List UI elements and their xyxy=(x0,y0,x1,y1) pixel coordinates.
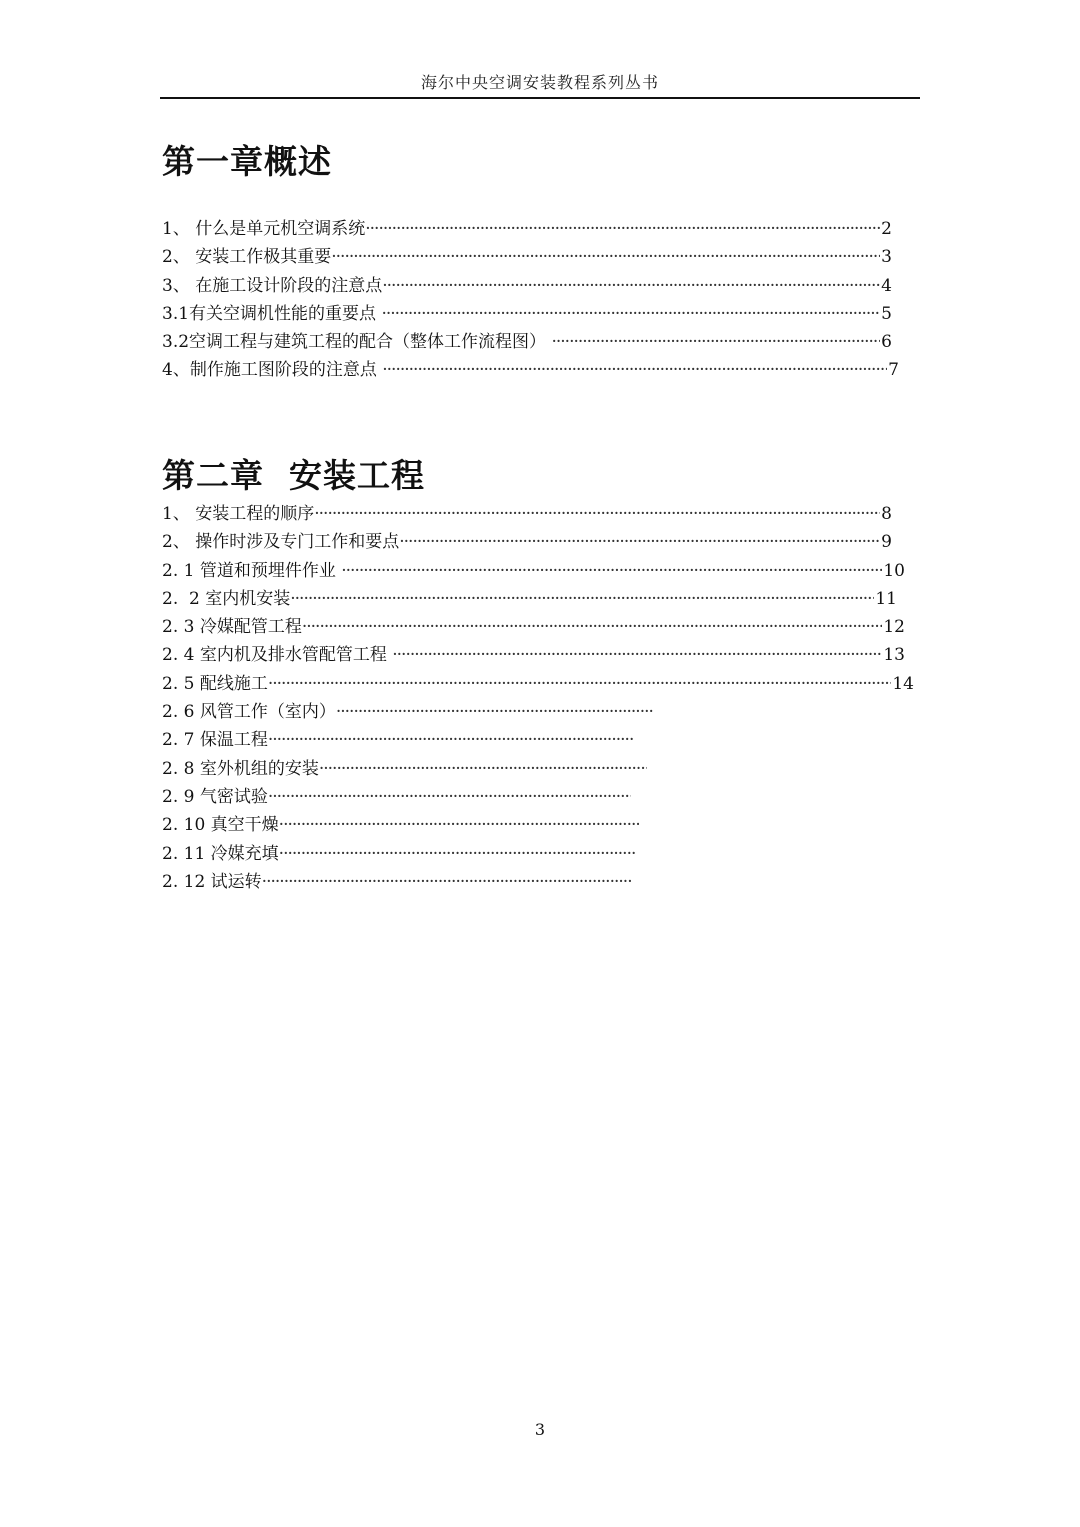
toc-entry[interactable] xyxy=(162,355,899,383)
toc-entry[interactable] xyxy=(162,725,634,753)
toc-entry[interactable] xyxy=(162,754,648,782)
toc-dot-leader xyxy=(279,844,637,864)
toc-entry-label: 2. 9 气密试验 xyxy=(162,786,268,807)
toc-entry-label: 2. 2 室内机安装 xyxy=(162,588,291,609)
toc-entry-label: 4、制作施工图阶段的注意点 xyxy=(162,360,383,381)
toc-entry-page: 8 xyxy=(881,504,892,524)
toc-entry[interactable] xyxy=(162,527,892,555)
toc-entry[interactable] xyxy=(162,612,905,640)
toc-dot-leader xyxy=(382,360,887,380)
toc-entry-label: 3.2空调工程与建筑工程的配合（整体工作流程图） xyxy=(162,332,552,353)
toc-dot-leader xyxy=(314,504,880,524)
toc-dot-leader xyxy=(331,247,880,267)
toc-dot-leader xyxy=(268,787,631,807)
toc-dot-leader xyxy=(302,617,883,637)
toc-entry[interactable] xyxy=(162,584,897,612)
toc-entry-label: 2. 1 管道和预埋件作业 xyxy=(162,560,342,581)
page-number: 3 xyxy=(534,1420,546,1439)
toc-dot-leader xyxy=(279,815,639,835)
toc-entry-label: 2. 5 配线施工 xyxy=(162,673,268,694)
toc-entry-page: 2 xyxy=(881,219,892,239)
header-rule xyxy=(160,97,920,99)
toc-entry-label: 2. 4 室内机及排水管配管工程 xyxy=(162,645,393,666)
toc-dot-leader xyxy=(262,872,631,892)
toc-entry[interactable] xyxy=(162,782,632,810)
toc-entry-label: 1、 安装工程的顺序 xyxy=(162,504,315,524)
toc-entry-page: 14 xyxy=(892,673,914,694)
chapter-2-title: 第二章 安装工程 xyxy=(162,456,425,495)
toc-dot-leader xyxy=(399,532,880,552)
toc-entry-page: 13 xyxy=(883,645,905,666)
toc-dot-leader xyxy=(381,304,880,324)
toc-entry-page: 9 xyxy=(881,532,892,553)
toc-dot-leader xyxy=(268,674,892,694)
toc-dot-leader xyxy=(382,276,880,296)
toc-dot-leader xyxy=(392,645,882,665)
toc-entry-page: 11 xyxy=(875,588,897,609)
toc-entry[interactable] xyxy=(162,640,905,668)
toc-entry-label: 2、 安装工作极其重要 xyxy=(162,247,332,268)
toc-dot-leader xyxy=(551,332,880,352)
toc-entry-label: 2. 7 保温工程 xyxy=(162,730,268,751)
toc-dot-leader xyxy=(290,589,874,609)
toc-dot-leader xyxy=(336,702,653,722)
toc-entry-label: 1、 什么是单元机空调系统 xyxy=(162,219,366,239)
toc-entry-label: 2. 11 冷媒充填 xyxy=(162,843,279,864)
toc-entry[interactable] xyxy=(162,669,914,697)
toc-entry[interactable] xyxy=(162,214,892,242)
toc-entry[interactable] xyxy=(162,839,638,867)
toc-entry[interactable] xyxy=(162,867,632,895)
toc-entry-page: 12 xyxy=(883,617,905,638)
running-header: 海尔中央空调安装教程系列丛书 xyxy=(420,73,659,92)
toc-entry-page: 3 xyxy=(881,247,892,268)
toc-entry-label: 2. 3 冷媒配管工程 xyxy=(162,617,302,638)
toc-entry[interactable] xyxy=(162,697,654,725)
toc-entry[interactable] xyxy=(162,556,905,584)
toc-entry[interactable] xyxy=(162,810,640,838)
toc-entry-label: 2、 操作时涉及专门工作和要点 xyxy=(162,532,400,553)
toc-entry-page: 5 xyxy=(881,303,892,324)
toc-entry[interactable] xyxy=(162,499,892,527)
toc-entry-label: 2. 6 风管工作（室内） xyxy=(162,702,336,723)
chapter-1-toc xyxy=(162,214,899,384)
toc-entry-label: 2. 10 真空干燥 xyxy=(162,815,279,836)
chapter-2-toc xyxy=(162,499,914,895)
toc-entry[interactable] xyxy=(162,299,892,327)
toc-dot-leader xyxy=(268,730,633,750)
toc-entry-label: 3、 在施工设计阶段的注意点 xyxy=(162,275,383,296)
toc-entry-page: 4 xyxy=(881,275,892,296)
toc-entry[interactable] xyxy=(162,327,892,355)
toc-entry[interactable] xyxy=(162,271,892,299)
toc-entry-label: 2. 8 室外机组的安装 xyxy=(162,758,319,779)
toc-entry-page: 6 xyxy=(881,332,892,353)
toc-entry-page: 7 xyxy=(888,360,899,381)
toc-dot-leader xyxy=(341,561,882,581)
toc-entry[interactable] xyxy=(162,242,892,270)
toc-dot-leader xyxy=(365,219,880,239)
toc-entry-page: 10 xyxy=(883,560,905,581)
toc-entry-label: 3.1有关空调机性能的重要点 xyxy=(162,303,382,324)
toc-dot-leader xyxy=(319,759,647,779)
chapter-1-title: 第一章概述 xyxy=(162,142,332,181)
toc-entry-label: 2. 12 试运转 xyxy=(162,871,262,892)
